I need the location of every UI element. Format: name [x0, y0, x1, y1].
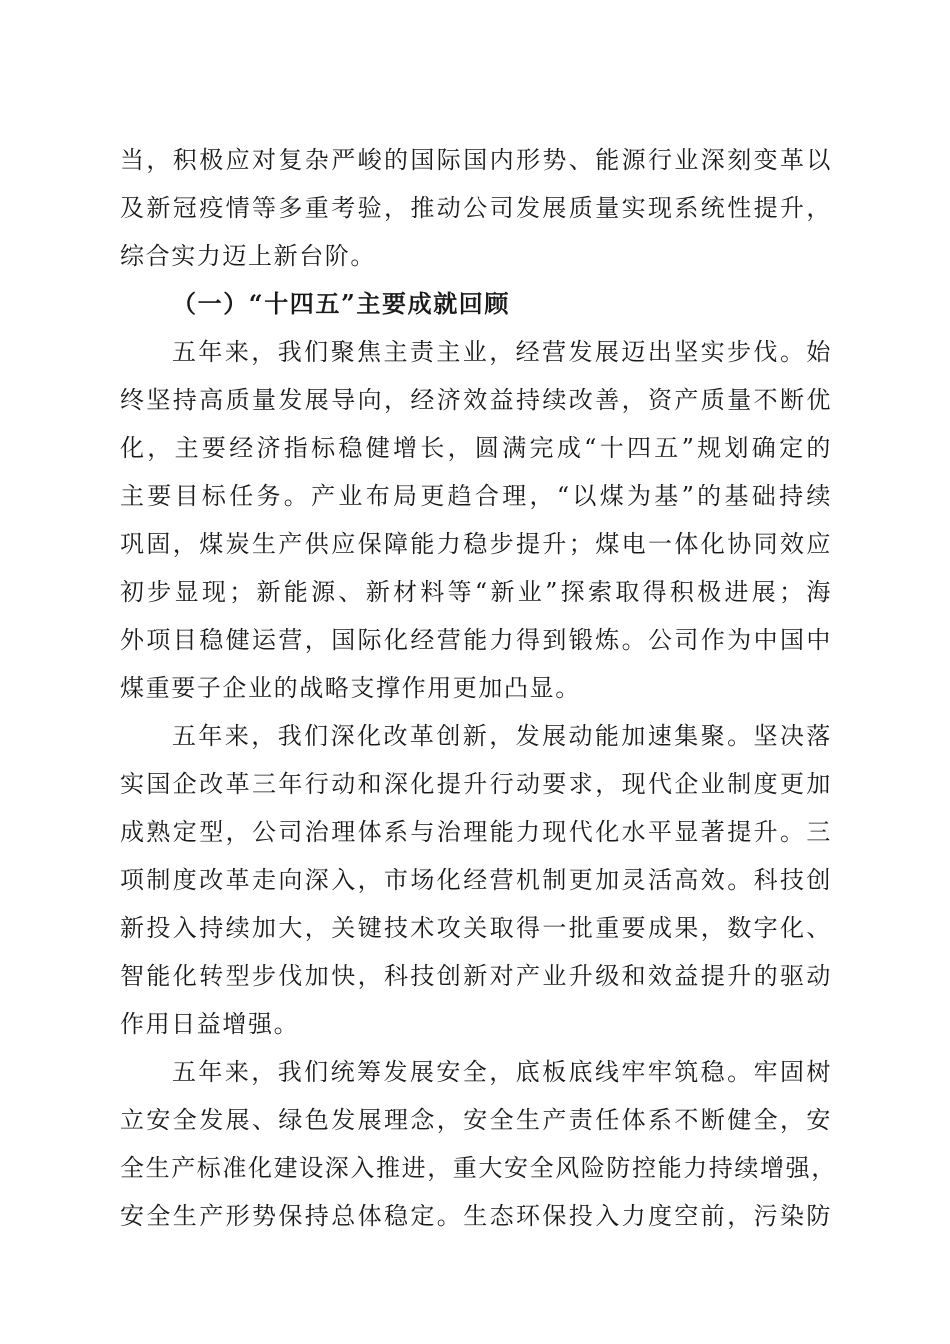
paragraph-line: 综合实力迈上新台阶。: [120, 242, 376, 270]
paragraph-line: 智能化转型步伐加快，科技创新对产业升级和效益提升的驱动: [120, 962, 832, 990]
paragraph-line: 成熟定型，公司治理体系与治理能力现代化水平显著提升。三: [120, 818, 832, 846]
paragraph-line: 煤重要子企业的战略支撑作用更加凸显。: [120, 674, 581, 702]
paragraph-line: 初步显现；新能源、新材料等“新业”探索取得积极进展；海: [120, 578, 832, 606]
paragraph-line: 项制度改革走向深入，市场化经营机制更加灵活高效。科技创: [120, 866, 832, 894]
paragraph-line: 五年来，我们深化改革创新，发展动能加速集聚。坚决落: [172, 722, 832, 750]
paragraph-line: 五年来，我们统筹发展安全，底板底线牢牢筑稳。牢固树: [172, 1058, 832, 1086]
paragraph-line: 作用日益增强。: [120, 1010, 300, 1038]
paragraph-line: 全生产标准化建设深入推进，重大安全风险防控能力持续增强，: [120, 1154, 837, 1182]
paragraph-line: 化，主要经济指标稳健增长，圆满完成“十四五”规划确定的: [120, 434, 832, 462]
paragraph-line: 外项目稳健运营，国际化经营能力得到锻炼。公司作为中国中: [120, 626, 832, 654]
paragraph-line: 巩固，煤炭生产供应保障能力稳步提升；煤电一体化协同效应: [120, 530, 832, 558]
paragraph-line: 新投入持续加大，关键技术攻关取得一批重要成果，数字化、: [120, 914, 832, 942]
paragraph-line: 安全生产形势保持总体稳定。生态环保投入力度空前，污染防: [120, 1202, 832, 1230]
paragraph-line: 当，积极应对复杂严峻的国际国内形势、能源行业深刻变革以: [120, 146, 832, 174]
paragraph-line: 实国企改革三年行动和深化提升行动要求，现代企业制度更加: [120, 770, 832, 798]
paragraph-line: 五年来，我们聚焦主责主业，经营发展迈出坚实步伐。始: [172, 338, 832, 366]
paragraph-line: 终坚持高质量发展导向，经济效益持续改善，资产质量不断优: [120, 386, 832, 414]
paragraph-line: 及新冠疫情等多重考验，推动公司发展质量实现系统性提升，: [120, 194, 832, 222]
paragraph-line: 主要目标任务。产业布局更趋合理，“以煤为基”的基础持续: [120, 482, 832, 510]
section-heading: （一）“十四五”主要成就回顾: [172, 289, 511, 318]
paragraph-line: 立安全发展、绿色发展理念，安全生产责任体系不断健全，安: [120, 1106, 832, 1134]
